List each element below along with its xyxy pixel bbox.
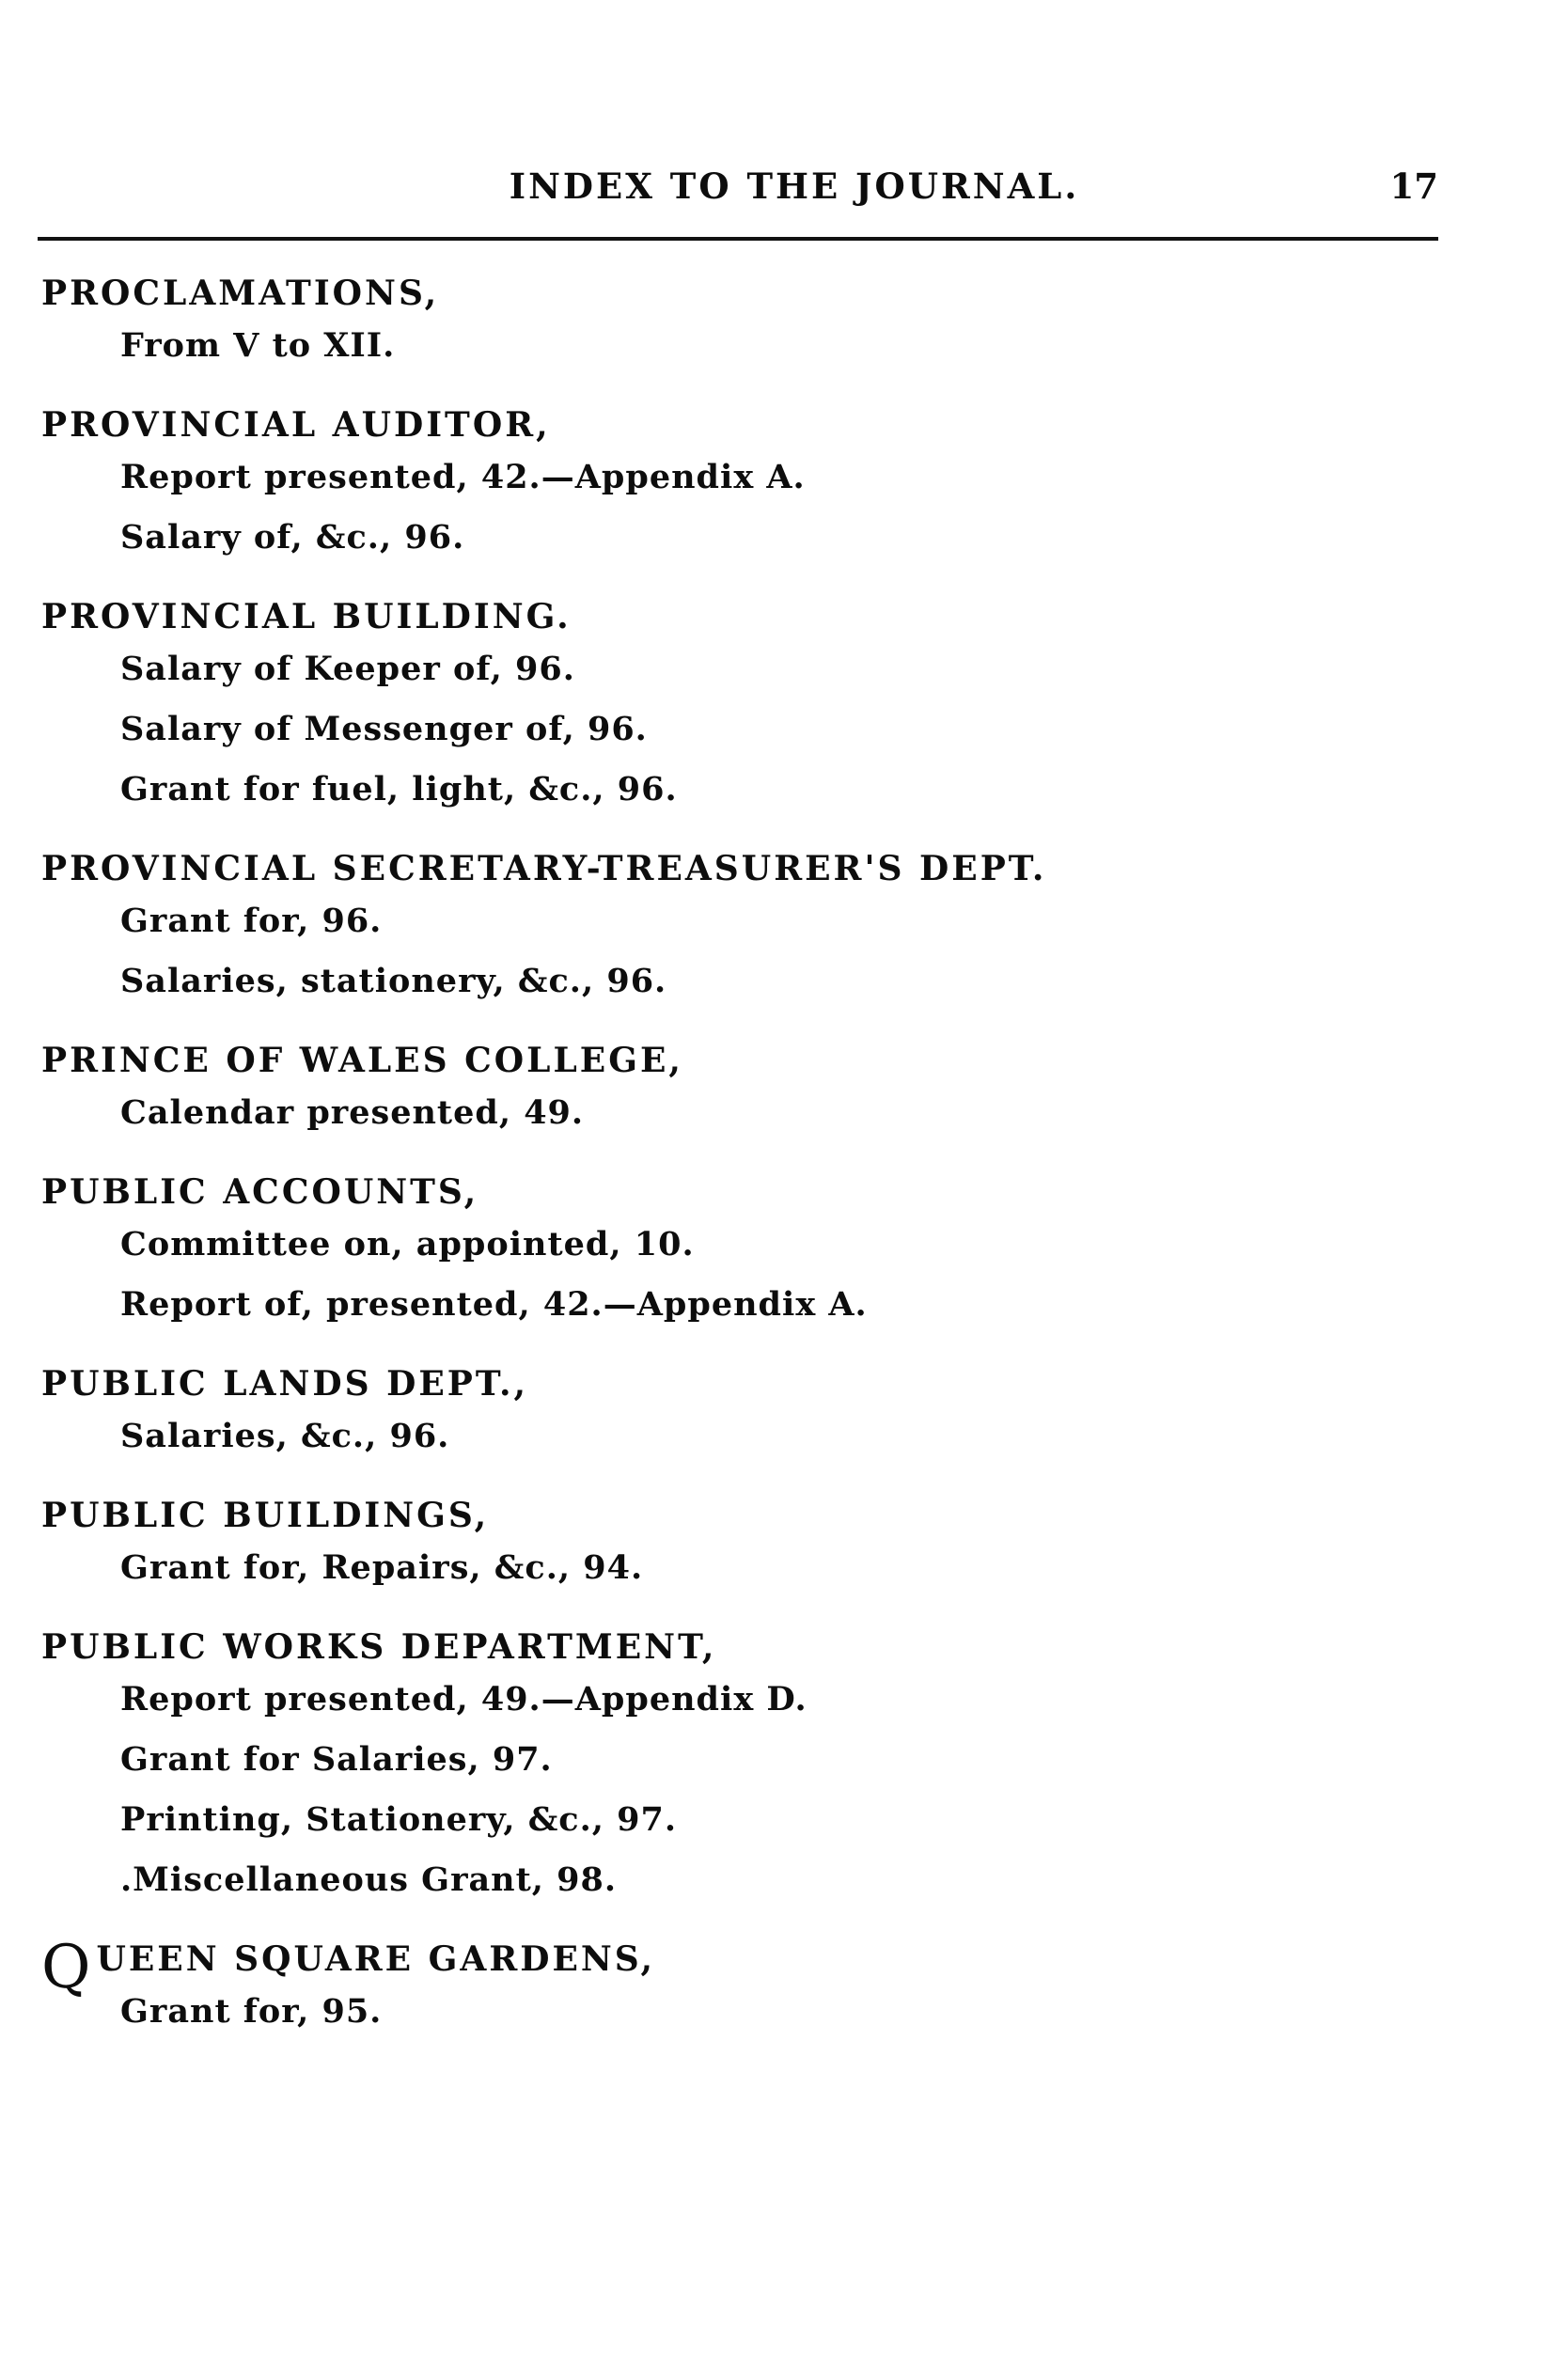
index-entry (41, 1933, 1433, 2042)
entry-heading: PUBLIC BUILDINGS, (41, 1496, 490, 1535)
entry-heading: PROVINCIAL AUDITOR, (41, 405, 551, 445)
running-head (38, 160, 1438, 216)
entry-heading: PRINCE OF WALES COLLEGE, (41, 1041, 683, 1080)
entry-subentry: Committee on, appointed, 10. (120, 1225, 695, 1263)
entry-subentry: Printing, Stationery, &c., 97. (120, 1800, 678, 1839)
index-entry (41, 1624, 1433, 1910)
index-entries (41, 271, 1433, 2068)
index-entry (41, 1169, 1433, 1335)
entry-heading: PUBLIC WORKS DEPARTMENT, (41, 1627, 717, 1667)
entry-subentry: Salaries, &c., 96. (120, 1417, 450, 1455)
entry-subentry: Salary of Messenger of, 96. (120, 710, 648, 748)
entry-subentry: Salary of Keeper of, 96. (120, 650, 575, 688)
entry-subentry: Grant for, Repairs, &c., 94. (120, 1548, 644, 1587)
running-title: INDEX TO THE JOURNAL. (509, 165, 1080, 207)
entry-subentry: Salary of, &c., 96. (120, 518, 465, 557)
entry-heading: PROVINCIAL SECRETARY-TREASURER'S DEPT. (41, 849, 1047, 888)
entry-subentry: Grant for, 96. (120, 902, 383, 940)
entry-heading-text: UEEN SQUARE GARDENS, (96, 1939, 656, 1979)
index-entry (41, 402, 1433, 568)
index-entry (41, 594, 1433, 820)
index-entry (41, 1361, 1433, 1467)
entry-subentry: Report presented, 42.—Appendix A. (120, 458, 806, 496)
entry-heading: PUBLIC ACCOUNTS, (41, 1172, 479, 1212)
index-entry (41, 271, 1433, 376)
entry-heading: PUBLIC LANDS DEPT., (41, 1364, 529, 1404)
entry-subentry: Report presented, 49.—Appendix D. (120, 1680, 808, 1719)
entry-heading-with-drop-cap (41, 1933, 1433, 2002)
entry-subentry: Grant for fuel, light, &c., 96. (120, 770, 678, 808)
entry-heading: PROCLAMATIONS, (41, 274, 440, 313)
entry-subentry: Grant for Salaries, 97. (120, 1740, 553, 1779)
entry-subentry: Report of, presented, 42.—Appendix A. (120, 1285, 868, 1324)
entry-heading: PROVINCIAL BUILDING. (41, 597, 572, 636)
index-entry (41, 1038, 1433, 1143)
entry-subentry: .Miscellaneous Grant, 98. (120, 1860, 618, 1899)
entry-subentry: From V to XII. (120, 326, 396, 365)
entry-subentry: Calendar presented, 49. (120, 1093, 585, 1132)
index-entry (41, 846, 1433, 1012)
entry-subentry: Salaries, stationery, &c., 96. (120, 962, 667, 1000)
index-entry (41, 1493, 1433, 1598)
entry-subentry: Grant for, 95. (120, 1992, 383, 2031)
header-rule (38, 237, 1438, 241)
drop-cap: Q (41, 1933, 91, 2002)
page-number: 17 (1389, 165, 1438, 207)
